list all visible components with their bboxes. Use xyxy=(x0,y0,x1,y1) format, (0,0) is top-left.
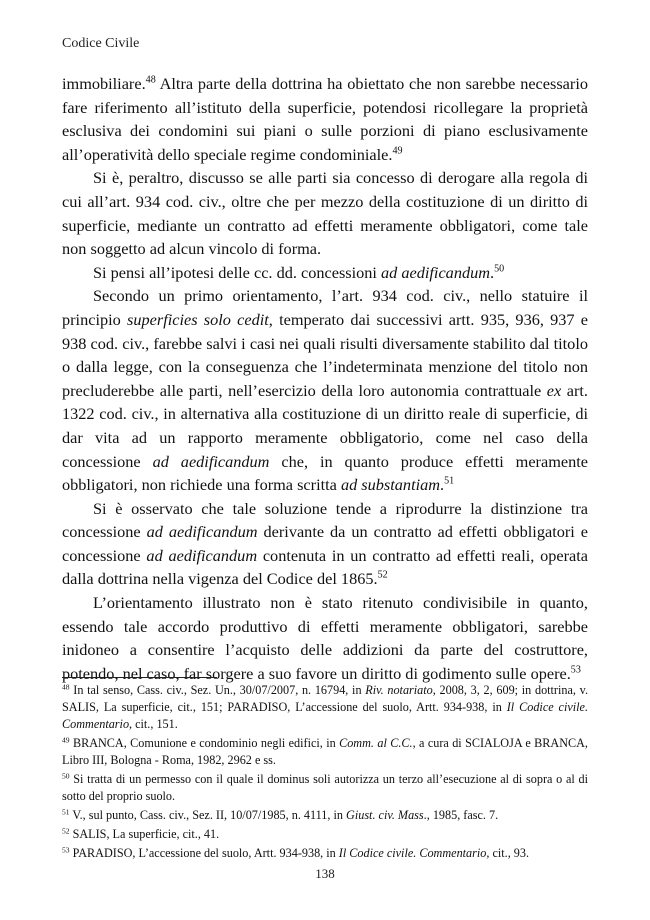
footnote-reference: 49 xyxy=(392,145,403,157)
text-span: SALIS, La superficie, cit., 41. xyxy=(69,827,220,841)
footnote-reference: 51 xyxy=(444,475,455,487)
footnote-number: 48 xyxy=(62,682,70,692)
text-span: L’orientamento illustrato non è stato ritenuto condivisibile in quanto, essendo tale accordo produttivo di effetti meramente obbligatori, sarebbe inidoneo a consentire l’acquisto delle addizioni da parte del costruttore, potendo, nel caso, far sorgere a suo favore un diritto di godimento sulle opere. xyxy=(62,593,588,683)
text-span: , a cura di SCIALOJA e BRANCA, Libro III, Bologna - Roma, 1982, 2962 e ss. xyxy=(62,736,588,767)
text-span: che, in quanto produce effetti meramente obbligatori, non richiede una forma scritta xyxy=(62,451,588,495)
text-span: Altra parte della dottrina ha obiettato che non sarebbe necessario fare riferimento all’istituto della superficie, potendosi ricollegare la proprietà esclusiva dei condomini sui piani o sulle porzioni di piano esclusivamente all’operatività dello speciale regime condominiale. xyxy=(62,74,588,164)
italic-term: Comm. al C.C. xyxy=(339,736,413,750)
italic-term: Riv. notariato xyxy=(365,683,433,697)
text-span: Si pensi all’ipotesi delle cc. dd. concessioni xyxy=(93,262,382,282)
text-span: derivante da un contratto ad effetti obbligatori e concessione xyxy=(62,522,589,565)
text-span: contenuta in un contratto ad effetti reali, operata dalla dottrina nella vigenza del Codice del 1865. xyxy=(62,545,588,589)
footnote-number: 53 xyxy=(62,845,70,855)
italic-term: ad aedificandum xyxy=(152,451,270,471)
footnote xyxy=(62,807,588,824)
footnote-reference: 52 xyxy=(377,570,388,582)
text-span: Si è osservato che tale soluzione tende a riprodurre la distinzione tra concessione xyxy=(62,498,588,542)
footnote xyxy=(62,826,588,843)
text-span: ., 1985, fasc. 7. xyxy=(423,808,499,822)
footnote-number: 51 xyxy=(62,807,70,817)
italic-term: ad aedificandum xyxy=(146,522,258,542)
paragraph xyxy=(62,284,588,496)
italic-term: ex xyxy=(546,380,562,400)
footnote-reference: 50 xyxy=(494,263,505,275)
footnote xyxy=(62,771,588,805)
paragraph xyxy=(62,72,588,166)
footnote-reference: 53 xyxy=(570,664,581,676)
footnote-number: 52 xyxy=(62,826,70,836)
footnote xyxy=(62,682,588,733)
page-number: 138 xyxy=(315,866,335,881)
italic-term: ad aedificandum xyxy=(381,262,491,282)
text-span: art. 1322 cod. civ., in alternativa alla costituzione di un diritto reale di superficie, di dar vita ad un rapporto meramente obbligatorio, come nel caso della concessione xyxy=(62,380,588,471)
text-span: . xyxy=(490,262,495,282)
footnote xyxy=(62,845,588,862)
paragraph xyxy=(62,591,588,685)
text-span: V., sul punto, Cass. civ., Sez. II, 10/07/1985, n. 4111, in xyxy=(69,808,347,822)
paragraph xyxy=(62,261,588,285)
text-span: immobiliare. xyxy=(62,74,146,93)
footnote-separator xyxy=(62,677,217,678)
text-span: , 2008, 3, 2, 609; in dottrina, v. SALIS, La superficie, cit., 151; PARADISO, L’accessione del suolo, Artt. 934-938, in xyxy=(62,683,588,714)
footnote xyxy=(62,735,588,769)
running-header: Codice Civile xyxy=(62,36,140,51)
footnote-number: 50 xyxy=(62,771,70,781)
body-text xyxy=(62,72,588,685)
italic-term: Il Codice civile. Commentario xyxy=(62,700,588,731)
italic-term: Giust. civ. Mass xyxy=(346,808,424,822)
text-span: Si tratta di un permesso con il quale il dominus soli autorizza un terzo all’esecuzione al di sopra o al di sotto del proprio suolo. xyxy=(62,772,588,803)
text-span: , temperato dai successivi artt. 935, 936, 937 e 938 cod. civ., farebbe salvi i casi nei quali risulti diversamente stabilito dal titolo o dalla legge, con la conseguenza che l’indeterminata menzione del titolo non precluderebbe alle parti, nell’esercizio della loro autonomia contrattuale xyxy=(62,309,589,400)
text-span: BRANCA, Comunione e condominio negli edifici, in xyxy=(69,736,340,750)
italic-term: ad aedificandum xyxy=(146,545,258,565)
text-span: , cit., 151. xyxy=(129,717,178,731)
italic-term: Il Codice civile. Commentario xyxy=(338,846,487,860)
footnote-number: 49 xyxy=(62,735,70,745)
footnote-reference: 48 xyxy=(145,74,156,86)
italic-term: superficies solo cedit xyxy=(127,309,269,329)
paragraph xyxy=(62,497,588,591)
italic-term: ad substantiam xyxy=(340,475,441,495)
text-span: Secondo un primo orientamento, l’art. 934 cod. civ., nello statuire il principio xyxy=(62,286,588,329)
text-span: , cit., 93. xyxy=(486,846,530,860)
text-span: . xyxy=(440,475,445,495)
text-span: Si è, peraltro, discusso se alle parti sia concesso di derogare alla regola di cui all’art. 934 cod. civ., oltre che per mezzo della costituzione di un diritto di superficie, mediante un contratto ad effetti meramente obbligatori, come tale non soggetto ad alcun vincolo di forma. xyxy=(62,168,588,259)
text-span: PARADISO, L’accessione del suolo, Artt. 934-938, in xyxy=(69,846,339,860)
text-span: In tal senso, Cass. civ., Sez. Un., 30/07/2007, n. 16794, in xyxy=(69,683,366,697)
footnotes xyxy=(62,682,588,864)
paragraph xyxy=(62,166,588,260)
